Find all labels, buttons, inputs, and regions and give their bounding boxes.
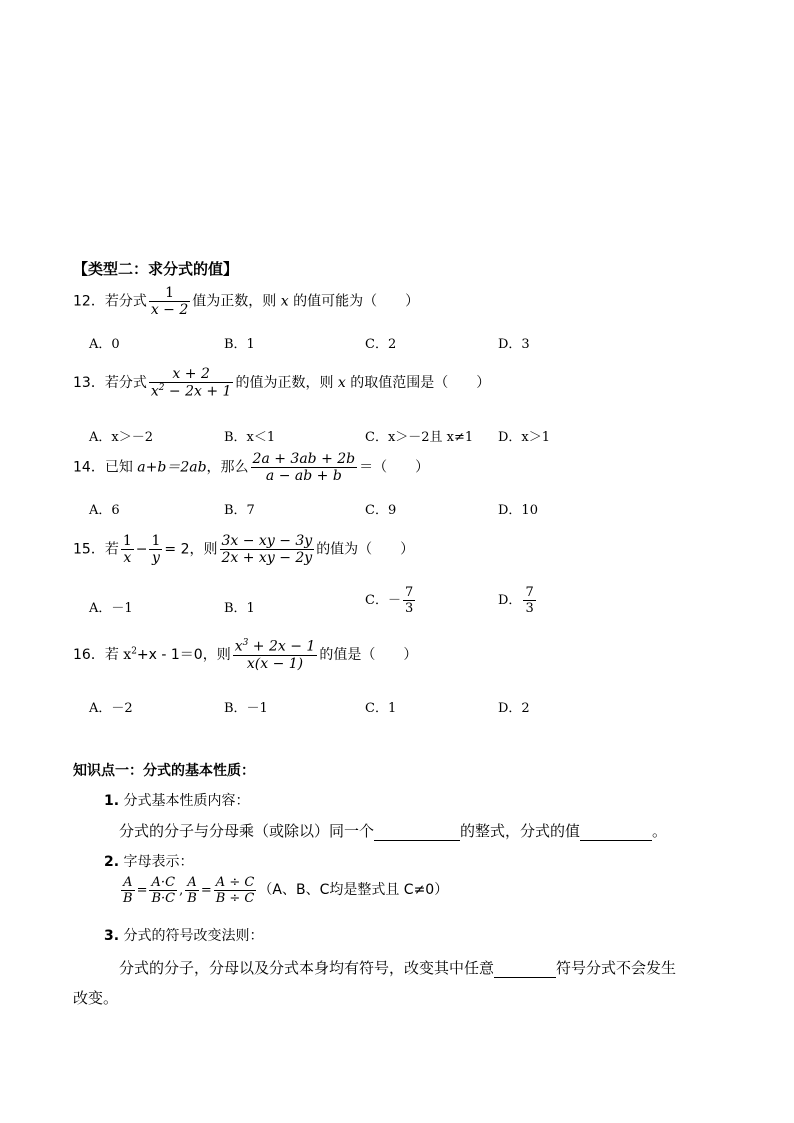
- formula-eq2: =: [200, 883, 212, 898]
- q13-den-sup: 2: [158, 383, 165, 393]
- blank-3: [494, 959, 556, 978]
- blank-2: [580, 822, 652, 841]
- q13-option-c: C．x＞－2且 x≠1: [365, 430, 474, 445]
- q15-option-b: B．1: [224, 601, 255, 616]
- section-title: 【类型二：求分式的值】: [73, 260, 239, 278]
- q16-frac-num: [233, 638, 318, 655]
- item3-text-b: 符号分式不会发生: [556, 959, 677, 977]
- q13-text-a: 的值为正数，则: [235, 374, 334, 391]
- item1-title: 分式基本性质内容：: [123, 793, 250, 809]
- q16-num-x: x: [234, 638, 243, 655]
- q15-f2-den: y: [149, 549, 162, 566]
- q16-cond-x: x: [123, 646, 132, 663]
- q14-frac-num: 2a + 3ab + 2b: [252, 451, 356, 467]
- q14-option-a: A．6: [89, 503, 120, 518]
- q15-option-c: [365, 585, 417, 616]
- q13-var: x: [337, 374, 346, 391]
- q15-opt-c-frac: [403, 585, 415, 616]
- q15-f1-num: 1: [122, 533, 132, 549]
- q13-frac-num: x + 2: [172, 366, 210, 382]
- formula-f1-den: B: [123, 891, 133, 906]
- formula-f2: [149, 875, 177, 906]
- formula-f4-num: A ÷ C: [215, 875, 255, 890]
- item1-text-b: 的整式，分式的值: [460, 822, 581, 840]
- question-15: [73, 533, 414, 566]
- knowledge-item-1: [104, 790, 250, 810]
- q12-frac-num: 1: [165, 285, 174, 301]
- item2-title: 字母表示：: [123, 854, 194, 870]
- q15-option-a: A．－1: [89, 601, 133, 616]
- q15-f1-den: x: [121, 549, 134, 566]
- q16-num-sup: 3: [242, 638, 249, 648]
- formula-f1-num: A: [123, 875, 133, 890]
- q12-prefix: 12．若分式: [73, 293, 147, 310]
- q16-cond: [123, 647, 230, 663]
- knowledge-title: 知识点一：分式的基本性质：: [73, 763, 255, 779]
- q16-fraction: [233, 638, 318, 672]
- q15-opt-c-num: 7: [404, 585, 414, 600]
- q15-minus: −: [135, 541, 148, 558]
- q13-fraction: [149, 366, 234, 400]
- q15-frac2: [149, 533, 162, 566]
- formula-f2-den: B·C: [151, 891, 176, 906]
- q13-den-rest: − 2x + 1: [164, 383, 232, 400]
- formula-f2-num: A·C: [151, 875, 176, 890]
- q14-option-c: C．9: [365, 503, 397, 518]
- q15-opt-c-den: 3: [404, 601, 414, 616]
- q12-option-b: B．1: [224, 337, 255, 352]
- q14-prefix: 14．已知: [73, 459, 133, 476]
- item3-text-a: 分式的分子，分母以及分式本身均有符号，改变其中任意: [119, 959, 495, 977]
- q12-option-d: D．3: [498, 337, 530, 352]
- q13-option-b: B．x＜1: [224, 430, 276, 445]
- formula-f3-num: A: [187, 875, 197, 890]
- q16-option-d: D．2: [498, 701, 530, 716]
- q14-text-b: ＝（ ）: [359, 459, 430, 476]
- q16-prefix: 16．若: [73, 646, 119, 663]
- formula-f1: [121, 875, 135, 906]
- knowledge-item-3: [104, 925, 264, 945]
- question-14: [73, 451, 429, 484]
- q13-option-a: A．x＞－2: [89, 430, 153, 445]
- q13-frac-den: [149, 382, 234, 400]
- q16-option-c: C．1: [365, 701, 397, 716]
- q12-option-a: A．0: [89, 337, 120, 352]
- q16-frac-den: x(x − 1): [233, 655, 318, 672]
- q15-frac-den: 2x + xy − 2y: [221, 550, 313, 566]
- blank-1: [374, 822, 460, 841]
- q12-option-c: C．2: [365, 337, 397, 352]
- formula-comma: ,: [179, 883, 184, 898]
- item3-title: 分式的符号改变法则：: [123, 928, 264, 944]
- q15-text-b: 的值为（ ）: [316, 541, 415, 558]
- q14-fraction: [251, 451, 358, 484]
- item1-text-c: 。: [652, 822, 668, 840]
- q16-cond-rest: +x - 1＝0，则: [136, 646, 231, 663]
- q15-fraction: [220, 533, 315, 566]
- q15-opt-d-den: 3: [525, 601, 534, 616]
- question-16: [73, 638, 417, 672]
- q12-text-a: 值为正数，则: [192, 293, 277, 310]
- q14-text-a: ，那么: [206, 459, 249, 476]
- q13-option-d: D．x＞1: [498, 430, 551, 445]
- q16-text-b: 的值是（ ）: [319, 646, 418, 663]
- q15-opt-c-prefix: C．－: [365, 593, 401, 608]
- knowledge-formula: [119, 875, 448, 906]
- knowledge-item-2: [104, 851, 194, 871]
- item2-label: 2.: [104, 854, 120, 870]
- q12-frac-den: x − 2: [150, 302, 189, 318]
- item1-label: 1.: [104, 793, 120, 809]
- q12-text-b: 的值可能为（ ）: [293, 293, 420, 310]
- q16-cond-sup: 2: [131, 646, 137, 657]
- item3-label: 3.: [104, 928, 120, 944]
- question-13: [73, 366, 490, 400]
- item1-text-a: 分式的分子与分母乘（或除以）同一个: [119, 822, 375, 840]
- q15-prefix: 15．若: [73, 541, 119, 558]
- knowledge-item-3-text: [119, 957, 676, 978]
- formula-note: （A、B、C均是整式且 C≠0）: [258, 882, 449, 898]
- formula-f3: [185, 875, 199, 906]
- q13-text-b: 的取值范围是（ ）: [350, 374, 491, 391]
- q14-cond: a+b＝2ab: [137, 459, 207, 476]
- q15-frac1: [121, 533, 134, 566]
- q13-prefix: 13．若分式: [73, 374, 147, 391]
- knowledge-item-1-text: [119, 820, 667, 841]
- formula-f3-den: B: [187, 891, 197, 906]
- question-12: [73, 285, 419, 318]
- q15-opt-d-prefix: D．: [498, 593, 522, 608]
- q12-var: x: [280, 293, 289, 310]
- q14-frac-den: a − ab + b: [251, 467, 358, 484]
- q13-den-x: x: [150, 383, 159, 400]
- formula-f4: [214, 875, 257, 906]
- knowledge-item-3-text-cont: 改变。: [73, 989, 119, 1007]
- q16-option-b: B．－1: [224, 701, 268, 716]
- q12-fraction: [149, 285, 190, 318]
- q15-eq: = 2，则: [164, 541, 218, 558]
- q16-option-a: A．－2: [89, 701, 133, 716]
- formula-eq1: =: [136, 883, 148, 898]
- q15-opt-d-frac: [523, 585, 535, 616]
- q14-option-b: B．7: [224, 503, 255, 518]
- formula-f4-den: B ÷ C: [215, 891, 255, 906]
- q15-option-d: [498, 585, 538, 616]
- q14-option-d: D．10: [498, 503, 538, 518]
- q15-f2-num: 1: [151, 533, 161, 549]
- q16-num-rest: + 2x − 1: [248, 638, 316, 655]
- q15-opt-d-num: 7: [525, 585, 534, 600]
- q15-frac-num: 3x − xy − 3y: [221, 533, 313, 549]
